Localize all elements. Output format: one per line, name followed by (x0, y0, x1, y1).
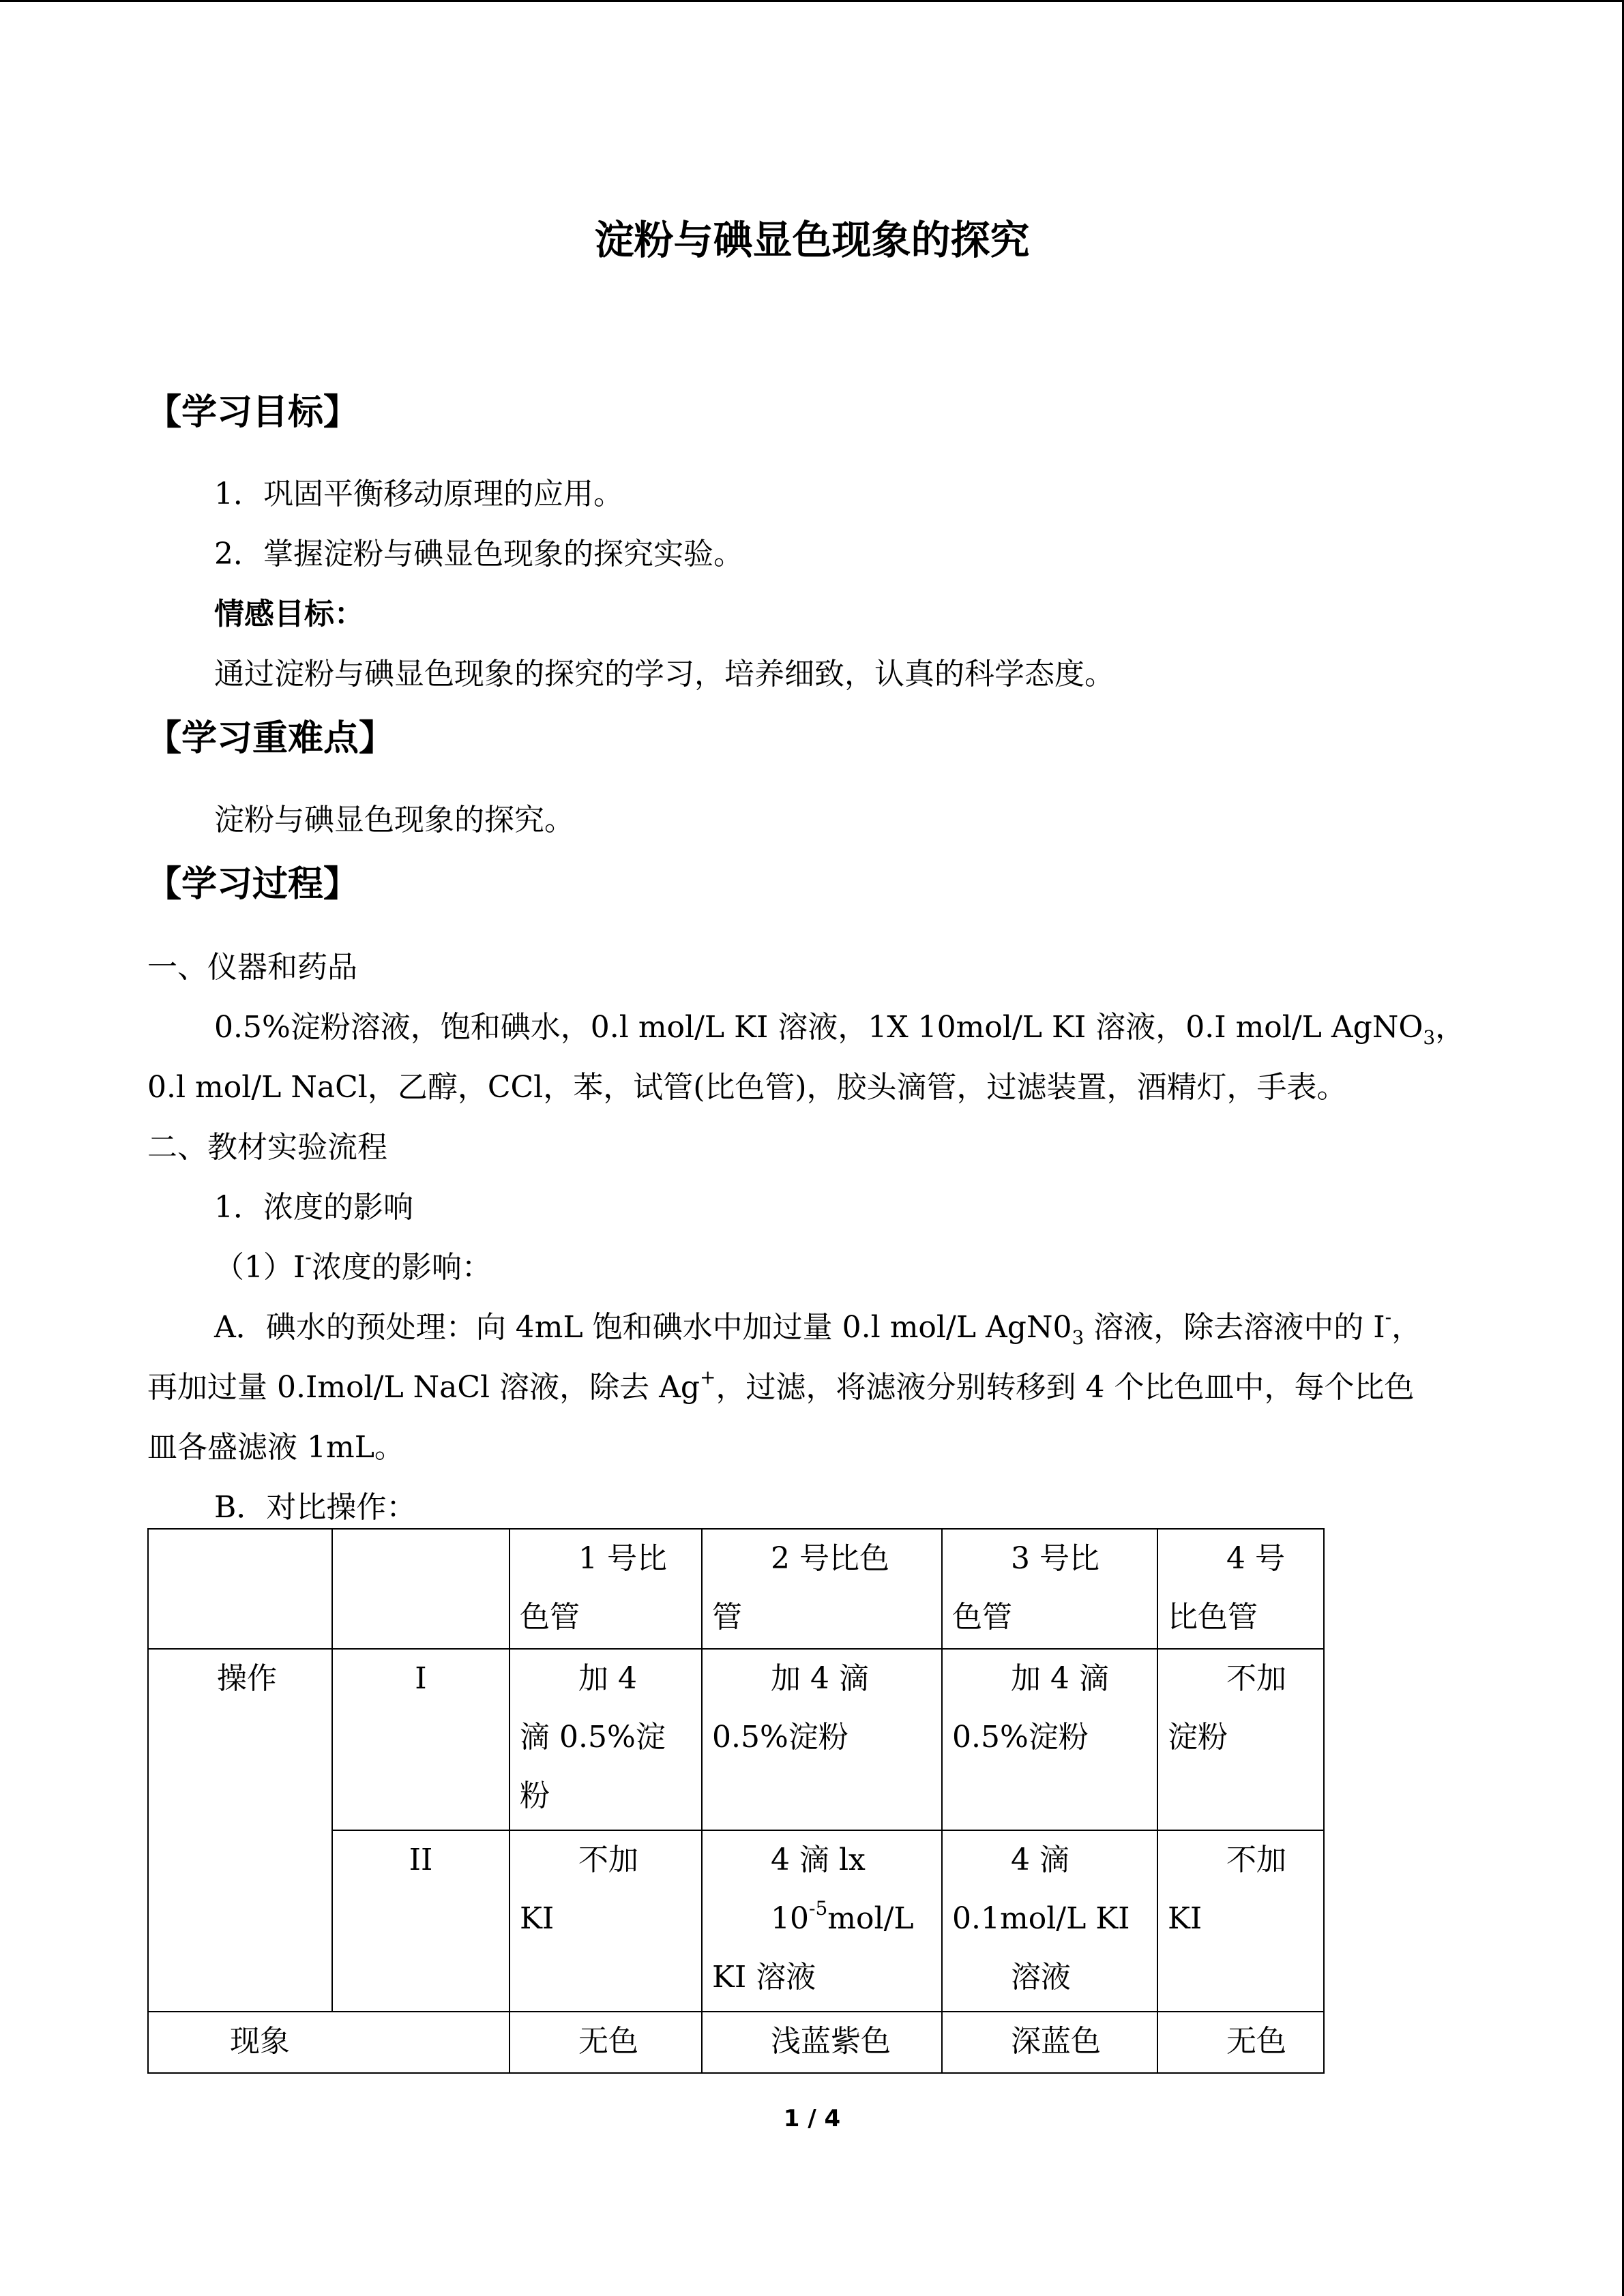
process-heading: 【学习过程】 (146, 864, 359, 905)
pretreatment-line-2: 再加过量 0.Imol/L NaCl 溶液，除去 Ag+，过滤，将滤液分别转移到 4 个比色皿中，每个比色 (147, 1366, 1415, 1405)
tube-4-header: 4 号 比色管 (1157, 1529, 1324, 1649)
page-top-border (0, 0, 1624, 2)
step-2-tube-1: 不加 KI (510, 1830, 702, 2012)
step-1-tube-3: 加 4 滴 0.5%淀粉 (942, 1649, 1157, 1830)
step-1-tube-4: 不加 淀粉 (1157, 1649, 1324, 1830)
table-header-blank (332, 1529, 510, 1649)
step-1-label: I (332, 1649, 510, 1830)
part1-title: 一、仪器和药品 (147, 950, 357, 985)
table-header-row (148, 1529, 1324, 1649)
pretreatment-line-3: 皿各盛滤液 1mL。 (147, 1430, 404, 1465)
table-row-result (148, 2012, 1324, 2073)
table-corner-cell (148, 1529, 332, 1649)
step-2-label: II (332, 1830, 510, 2012)
materials-line-2: 0.l mol/L NaCl，乙醇，CCl，苯，试管(比色管)，胶头滴管，过滤装置，酒精灯，手表。 (147, 1070, 1347, 1105)
step-2-tube-2: 4 滴 lx $10^{-5}mol/L$ KI 溶液 (702, 1830, 942, 2012)
tube-3-header: 3 号比 色管 (942, 1529, 1157, 1649)
page-number: 1 / 4 (783, 2105, 841, 2132)
emotion-goal-label: 情感目标： (214, 597, 364, 631)
result-tube-4: 无色 (1157, 2012, 1324, 2073)
result-label: 现象 (148, 2012, 510, 2073)
iodide-concentration-title: （1）I-浓度的影响： (214, 1246, 492, 1285)
keypoints-text: 淀粉与碘显色现象的探究。 (214, 803, 574, 837)
result-tube-3: 深蓝色 (942, 2012, 1157, 2073)
result-tube-2: 浅蓝紫色 (702, 2012, 942, 2073)
tube-2-header: 2 号比色 管 (702, 1529, 942, 1649)
step-2-tube-3: 4 滴 0.1mol/L KI 溶液 (942, 1830, 1157, 2012)
emotion-goal-text: 通过淀粉与碘显色现象的探究的学习，培养细致，认真的科学态度。 (214, 657, 1114, 691)
comparison-title: B．对比操作： (214, 1490, 417, 1525)
comparison-table (147, 1528, 1325, 2074)
step-1-tube-2: 加 4 滴 0.5%淀粉 (702, 1649, 942, 1830)
result-tube-1: 无色 (510, 2012, 702, 2073)
materials-line-1: 0.5%淀粉溶液，饱和碘水，0.l mol/L KI 溶液，1X 10mol/L KI 溶液，0.I mol/L AgNO$_3$， (214, 1010, 1466, 1049)
objective-item-1: 1．巩固平衡移动原理的应用。 (214, 477, 623, 511)
keypoints-heading: 【学习重难点】 (146, 718, 395, 759)
operation-label-cell: 操作 (148, 1649, 332, 2012)
step-2-tube-4: 不加 KI (1157, 1830, 1324, 2012)
objective-item-2: 2．掌握淀粉与碘显色现象的探究实验。 (214, 537, 743, 571)
part2-title: 二、教材实验流程 (147, 1130, 387, 1165)
page-title: 淀粉与碘显色现象的探究 (594, 217, 1030, 263)
table-row-step-1 (148, 1649, 1324, 1830)
concentration-title: 1．浓度的影响 (214, 1190, 413, 1225)
step-1-tube-1: 加 4 滴 0.5%淀 粉 (510, 1649, 702, 1830)
objectives-heading: 【学习目标】 (146, 392, 359, 433)
pretreatment-line-1: A．碘水的预处理：向 4mL 饱和碘水中加过量 0.l mol/L $AgN0_3$ 溶液，除去溶液中的 I-， (214, 1306, 1422, 1349)
tube-1-header: 1 号比 色管 (510, 1529, 702, 1649)
